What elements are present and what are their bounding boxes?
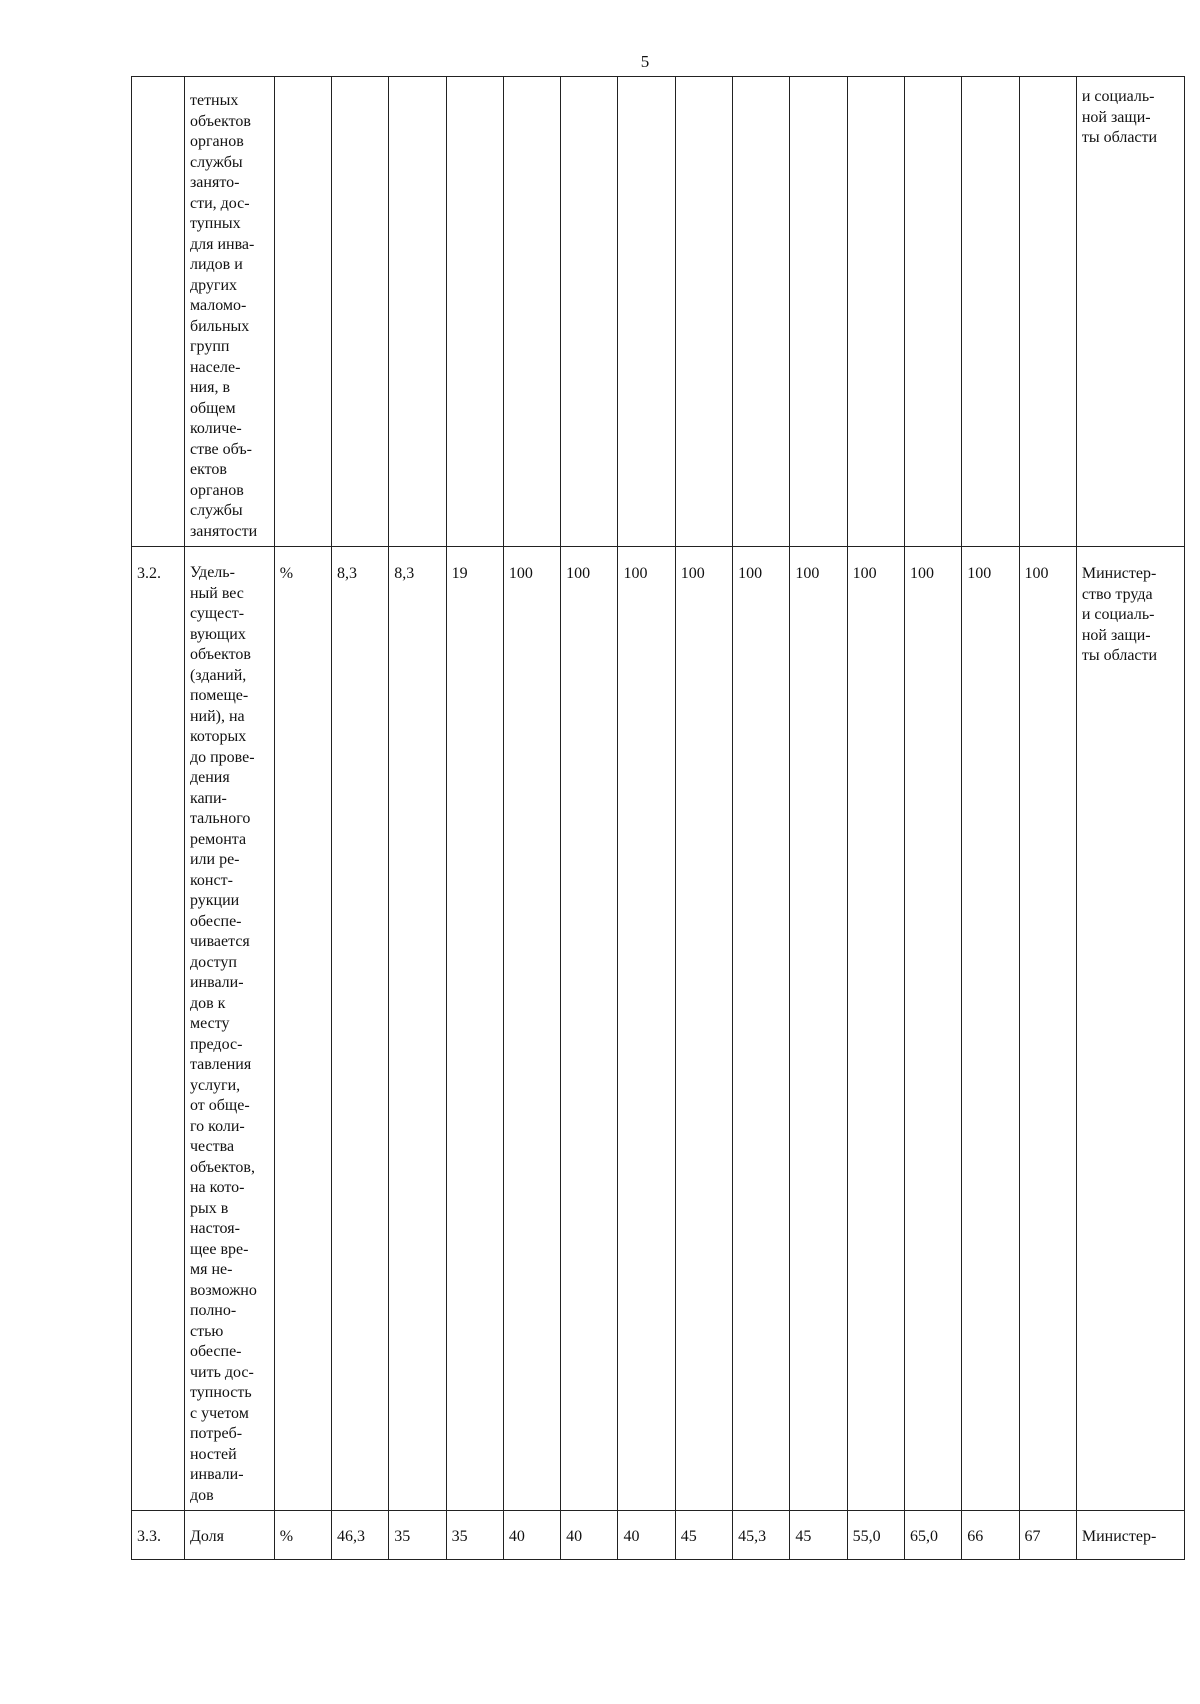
value-cell: 45,3	[733, 1511, 790, 1560]
responsible-cell: и социаль- ной защи- ты области	[1076, 77, 1184, 547]
unit-cell: %	[274, 547, 331, 1511]
indicator-name-cell: Удель- ный вес сущест- вующих объектов (зданий, помеще- ний), на которых до прове- дения капи- тального ремонта или ре- конст- рукции обеспе- чивается доступ инвали- дов к месту предос- тавления услуги, от обще- го коли- чества объектов, на кото- рых в настоя- щее вре- мя не- возможно полно- стью обеспе- чить дос- тупность с учетом потреб- ностей инвали- дов	[184, 547, 274, 1511]
value-cell: 100	[675, 547, 732, 1511]
page-number: 5	[640, 52, 650, 71]
value-cell	[503, 77, 560, 547]
value-cell	[389, 77, 446, 547]
unit-cell	[274, 77, 331, 547]
value-cell: 8,3	[389, 547, 446, 1511]
value-cell	[904, 77, 961, 547]
value-cell	[1019, 77, 1076, 547]
value-cell: 40	[561, 1511, 618, 1560]
table-row	[132, 547, 1185, 1511]
row-number-cell: 3.2.	[132, 547, 185, 1511]
value-cell	[675, 77, 732, 547]
value-cell: 100	[847, 547, 904, 1511]
value-cell: 100	[962, 547, 1019, 1511]
value-cell	[561, 77, 618, 547]
value-cell: 35	[446, 1511, 503, 1560]
value-cell: 100	[503, 547, 560, 1511]
value-cell: 67	[1019, 1511, 1076, 1560]
value-cell	[446, 77, 503, 547]
responsible-cell: Министер- ство труда и социаль- ной защи- ты области	[1076, 547, 1184, 1511]
row-number-cell	[132, 77, 185, 547]
value-cell	[618, 77, 675, 547]
value-cell: 19	[446, 547, 503, 1511]
row-number-cell: 3.3.	[132, 1511, 185, 1560]
value-cell	[847, 77, 904, 547]
table-row	[132, 77, 1185, 547]
value-cell: 100	[904, 547, 961, 1511]
value-cell: 46,3	[331, 1511, 388, 1560]
value-cell	[331, 77, 388, 547]
value-cell: 35	[389, 1511, 446, 1560]
value-cell: 66	[962, 1511, 1019, 1560]
value-cell: 8,3	[331, 547, 388, 1511]
value-cell	[733, 77, 790, 547]
value-cell: 45	[675, 1511, 732, 1560]
responsible-cell: Министер-	[1076, 1511, 1184, 1560]
indicator-name-cell: Доля	[184, 1511, 274, 1560]
value-cell: 100	[618, 547, 675, 1511]
unit-cell: %	[274, 1511, 331, 1560]
value-cell	[962, 77, 1019, 547]
value-cell: 65,0	[904, 1511, 961, 1560]
value-cell: 40	[618, 1511, 675, 1560]
value-cell: 100	[790, 547, 847, 1511]
value-cell: 100	[1019, 547, 1076, 1511]
indicators-table	[131, 76, 1185, 1560]
table-row	[132, 1511, 1185, 1560]
indicator-name-cell: тетных объектов органов службы занято- сти, дос- тупных для инва- лидов и других маломо- бильных групп населе- ния, в общем количе- стве объ- ектов органов службы занятости	[184, 77, 274, 547]
value-cell: 100	[561, 547, 618, 1511]
value-cell: 100	[733, 547, 790, 1511]
value-cell: 55,0	[847, 1511, 904, 1560]
value-cell: 40	[503, 1511, 560, 1560]
value-cell: 45	[790, 1511, 847, 1560]
value-cell	[790, 77, 847, 547]
